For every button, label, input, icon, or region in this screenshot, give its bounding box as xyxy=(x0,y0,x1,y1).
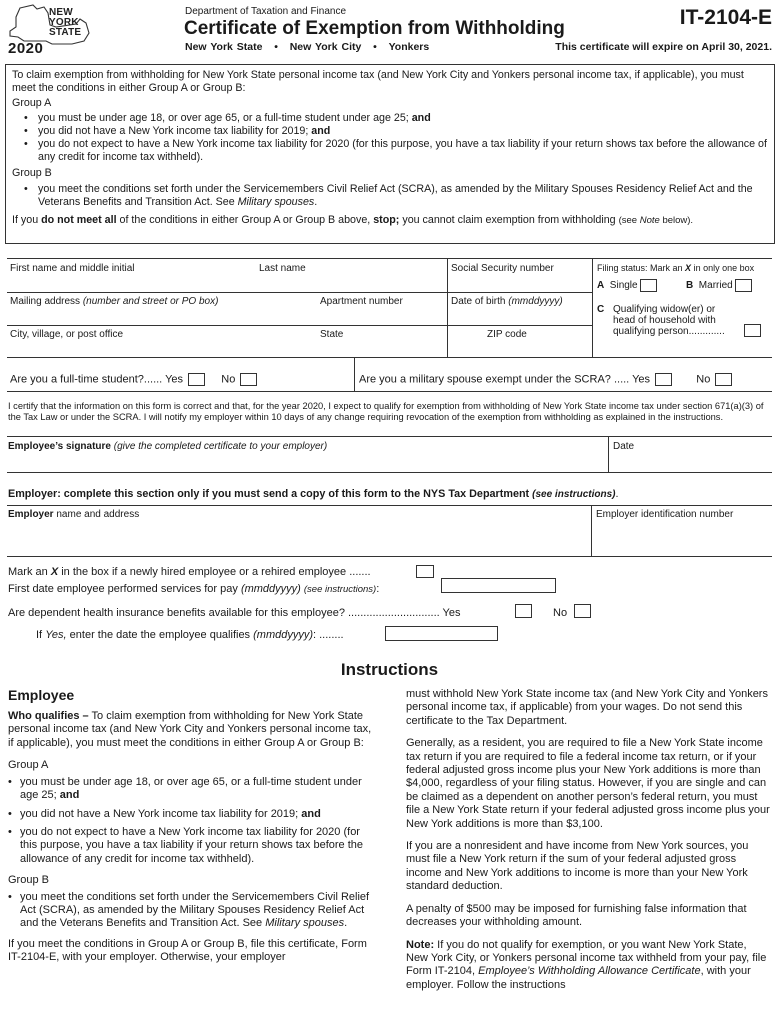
single-checkbox[interactable] xyxy=(640,279,657,292)
married-checkbox[interactable] xyxy=(735,279,752,292)
meet-conditions-text: If you meet the conditions in Group A or Group B, file this certificate, Form IT-2104-E, with your employer. Otherwise, your employer xyxy=(8,937,367,964)
filing-status-label: Filing status: Mark an X in only one box xyxy=(597,263,755,273)
health-benefits-question: Are dependent health insurance benefits available for this employee? .............................. Yes xyxy=(8,607,461,619)
state-field[interactable]: State xyxy=(320,329,344,340)
instructions-column-right xyxy=(406,688,770,1001)
date-of-birth-field[interactable]: Date of birth (mmddyyyy) xyxy=(451,296,563,307)
resident-paragraph: Generally, as a resident, you are required to file a New York State income tax return if you are required to file a federal income tax return, or if your federal adjusted gross income plus your New York additions is more than $4,000, regardless of your filing status. However, if you are single and can be claimed as a dependent on another person’s federal return, you must file a New York State return if your federal adjusted gross income plus your New York additions is more than $3,100. xyxy=(406,737,770,830)
eligibility-lead: To claim exemption from withholding for New York State personal income tax (and New York City and Yonkers personal income tax, if applicable), you must meet the conditions in either Group A or Group B: xyxy=(12,69,744,94)
logo-line-york: YORK xyxy=(49,17,79,28)
form-year: 2020 xyxy=(8,40,44,57)
health-yes-checkbox[interactable] xyxy=(515,604,532,618)
new-hire-line: Mark an X in the box if a newly hired employee or a rehired employee ....... xyxy=(8,566,371,578)
eligibility-box xyxy=(5,64,775,244)
form-title: Certificate of Exemption from Withholding xyxy=(184,18,565,39)
student-no-checkbox[interactable] xyxy=(240,373,257,386)
last-name-field[interactable]: Last name xyxy=(259,263,306,274)
qualify-date-line: If Yes, enter the date the employee qualifies (mmddyyyy): ........ xyxy=(36,629,344,641)
signature-row xyxy=(7,436,772,473)
ins-group-a-label: Group A xyxy=(8,759,49,772)
list-item: • you did not have a New York income tax liability for 2019; and xyxy=(8,808,374,821)
list-item: • you must be under age 18, or over age 65, or a full-time student under age 25; and xyxy=(8,776,374,803)
header xyxy=(0,0,779,60)
apartment-field[interactable]: Apartment number xyxy=(320,296,403,307)
list-item: • you meet the conditions set forth under the Servicemembers Civil Relief Act (SCRA), as amended by the Military Spouses Residency Relief Act and the Veterans Benefits and Transition Act. See Military spouses. xyxy=(12,183,768,209)
employer-ein-field[interactable]: Employer identification number xyxy=(596,509,734,520)
jurisdictions: New York State • New York City • Yonkers xyxy=(185,41,430,53)
list-item: • you do not expect to have a New York income tax liability for 2020 (for this purpose, you have a tax liability if your return shows tax before the allowance of any credit for income tax withheld). xyxy=(12,138,768,164)
new-hire-checkbox[interactable] xyxy=(416,565,434,578)
first-date-input[interactable] xyxy=(441,578,556,593)
student-yes-checkbox[interactable] xyxy=(188,373,205,386)
ins-group-b-label: Group B xyxy=(8,874,49,887)
department-name: Department of Taxation and Finance xyxy=(185,6,347,17)
group-b-list xyxy=(12,183,768,209)
instructions-title: Instructions xyxy=(340,660,439,679)
ins-group-a-list xyxy=(8,776,374,866)
group-b-label: Group B xyxy=(12,167,52,179)
expiry-notice: This certificate will expire on April 30, 2021. xyxy=(555,41,772,53)
instructions-column-left xyxy=(8,687,374,974)
employer-name-address-field[interactable]: Employer name and address xyxy=(8,509,140,520)
employee-info-grid xyxy=(7,258,772,358)
health-no-label: No xyxy=(553,607,568,619)
nonresident-paragraph: If you are a nonresident and have income from New York sources, you must file a New York return if the sum of your federal adjusted gross income and New York additions to income is more than your New York standard deduction. xyxy=(406,840,749,893)
stop-notice: If you do not meet all of the conditions in either Group A or Group B above, stop; you cannot claim exemption from withholding (see Note below). xyxy=(12,214,694,226)
ins-group-b-list xyxy=(8,891,374,931)
first-date-line: First date employee performed services for pay (mmddyyyy) (see instructions): xyxy=(8,583,380,595)
group-a-list xyxy=(12,112,768,164)
note-paragraph: Note: If you do not qualify for exemption, or you want New York State, New York City, or Yonkers personal income tax withheld from your pay, file Form IT-2104, Employee’s Withholding Allowance Certificate, with your employer. Follow the instructions xyxy=(406,938,767,991)
list-item: • you did not have a New York income tax liability for 2019; and xyxy=(12,125,768,138)
military-spouse-question: Are you a military spouse exempt under the SCRA? ..... Yes No xyxy=(359,373,732,387)
certification-text: I certify that the information on this form is correct and that, for the year 2020, I expect to qualify for exemption from withholding of New York State income tax under section 671(a)(3) of the Tax Law or under the SCRA. I will notify my employer within 10 days of any change requiring revocation of the exemption from withholding as explained in the instructions. xyxy=(8,401,764,422)
qualify-date-input[interactable] xyxy=(385,626,498,641)
military-yes-checkbox[interactable] xyxy=(655,373,672,386)
withhold-paragraph: must withhold New York State income tax (and New York City and Yonkers personal income tax, if applicable) from your wages. Do not send this certificate to the Tax Department. xyxy=(406,688,768,727)
filing-option-single[interactable]: A Single xyxy=(597,279,657,292)
first-name-field[interactable]: First name and middle initial xyxy=(10,263,135,274)
mailing-address-field[interactable]: Mailing address (number and street or PO box) xyxy=(10,296,219,307)
penalty-paragraph: A penalty of $500 may be imposed for furnishing false information that decreases your withholding amount. xyxy=(406,902,747,929)
questions-row xyxy=(7,358,772,392)
health-no-checkbox[interactable] xyxy=(574,604,591,618)
list-item: • you must be under age 18, or over age 65, or a full-time student under age 25; and xyxy=(12,112,768,125)
logo-line-state: STATE xyxy=(49,27,82,38)
signature-date-field[interactable]: Date xyxy=(613,441,635,452)
widow-checkbox[interactable] xyxy=(744,324,761,337)
list-item: • you do not expect to have a New York income tax liability for 2020 (for this purpose, you have a tax liability if your return shows tax before the allowance of any credit for income tax withheld). xyxy=(8,826,374,866)
list-item: • you meet the conditions set forth under the Servicemembers Civil Relief Act (SCRA), as amended by the Military Spouses Residency Relief Act and the Veterans Benefits and Transition Act. See Military spouses. xyxy=(8,891,374,931)
employer-heading: Employer: complete this section only if you must send a copy of this form to the NYS Tax Department (see instructions). xyxy=(8,488,619,500)
employer-info-row xyxy=(7,505,772,557)
form-number: IT-2104-E xyxy=(679,6,772,29)
employee-heading: Employee xyxy=(8,687,75,703)
military-no-checkbox[interactable] xyxy=(715,373,732,386)
group-a-label: Group A xyxy=(12,97,52,109)
filing-option-married[interactable]: B Married xyxy=(686,279,752,292)
city-field[interactable]: City, village, or post office xyxy=(10,329,124,340)
zip-field[interactable]: ZIP code xyxy=(487,329,527,340)
logo-line-new: NEW xyxy=(49,7,73,18)
filing-option-widow[interactable]: C Qualifying widow(er) or head of household with qualifying person............. xyxy=(597,304,725,337)
ssn-field[interactable]: Social Security number xyxy=(451,263,554,274)
full-time-student-question: Are you a full-time student?...... Yes No xyxy=(10,373,257,387)
logo-text xyxy=(49,8,81,38)
who-qualifies: Who qualifies – To claim exemption from withholding for New York State personal income tax (and New York City and Yonkers personal income tax, if applicable), you must meet the conditions in either Group A or Group B: xyxy=(8,710,372,749)
employee-signature-field[interactable]: Employee’s signature (give the completed certificate to your employer) xyxy=(8,441,328,452)
